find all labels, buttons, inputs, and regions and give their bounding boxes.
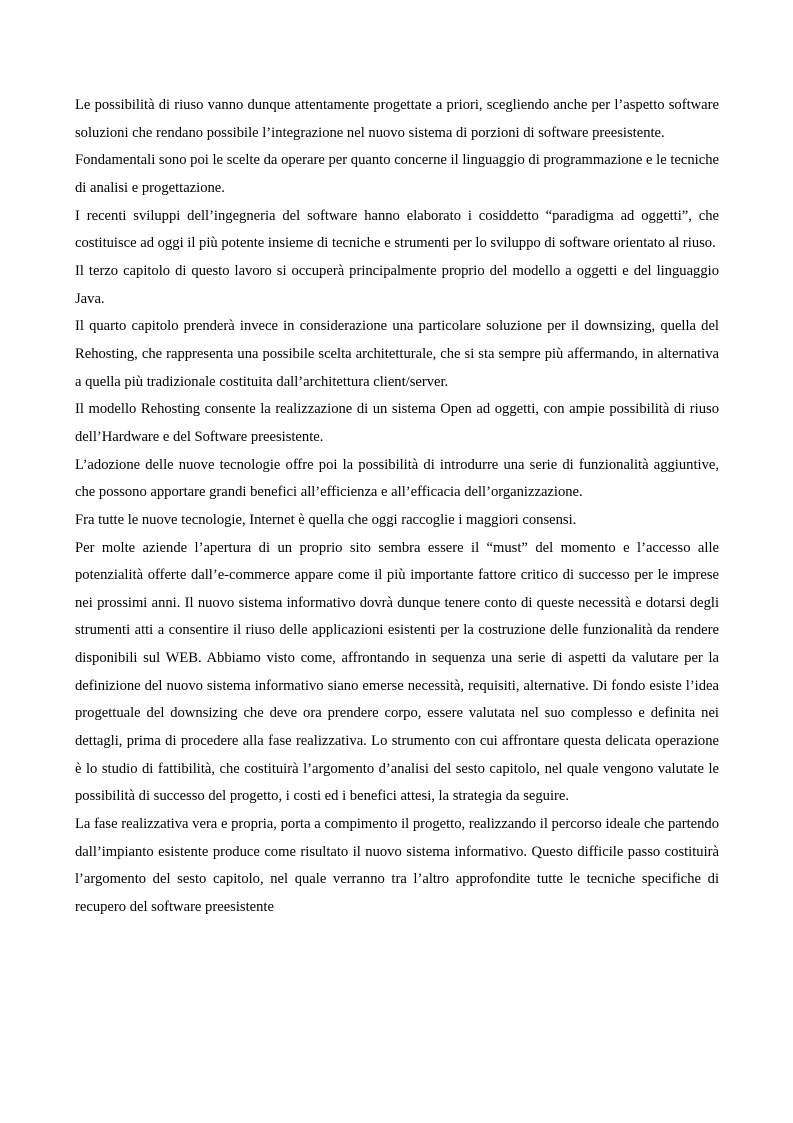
paragraph-realization-phase: La fase realizzativa vera e propria, porta a compimento il progetto, realizzando il percorso ideale che partendo dall’impianto esistente produce come risultato il nuovo sistema informativo. Questo difficile passo costituirà l’argomento del sesto capitolo, nel quale verranno tra l’altro approfondite tutte le tecniche specifiche di recupero del software preesistente <box>75 816 719 916</box>
paragraph-object-paradigm: I recenti sviluppi dell’ingegneria del software hanno elaborato i cosiddetto “paradigma ad oggetti”, che costituisce ad oggi il più potente insieme di tecniche e strumenti per lo sviluppo di software orientato al riuso. <box>75 207 719 252</box>
paragraph-ecommerce: Per molte aziende l’apertura di un proprio sito sembra essere il “must” del momento e l’accesso alle potenzialità offerte dall’e-commerce appare come il più importante fattore critico di successo per le imprese nei prossimi anni. Il nuovo sistema informativo dovrà dunque tenere conto di queste necessità e dotarsi degli strumenti atti a consentire il riuso delle applicazioni esistenti per la costruzione delle funzionalità da rendere disponibili sul WEB. Abbiamo visto come, affrontando in sequenza una serie di aspetti da valutare per la definizione del nuovo sistema informativo siano emerse necessità, requisiti, alternative. Di fondo esiste l’idea progettuale del downsizing che deve ora prendere corpo, essere valutata nel suo complesso e definita nei dettagli, prima di procedere alla fase realizzativa. Lo strumento con cui affrontare questa delicata operazione è lo studio di fattibilità, che costituirà l’argomento d’analisi del sesto capitolo, nel quale vengono valutate le possibilità di successo del progetto, i costi ed i benefici attesi, la strategia da seguire. <box>75 539 719 805</box>
body-text <box>75 92 719 922</box>
paragraph-third-chapter: Il terzo capitolo di questo lavoro si occuperà principalmente proprio del modello a oggetti e del linguaggio Java. <box>75 262 719 307</box>
paragraph-rehosting-model: Il modello Rehosting consente la realizzazione di un sistema Open ad oggetti, con ampie possibilità di riuso dell’Hardware e del Software preesistente. <box>75 401 719 445</box>
paragraph-internet: Fra tutte le nuove tecnologie, Internet è quella che oggi raccoglie i maggiori consensi. <box>75 511 577 528</box>
paragraph-new-technologies: L’adozione delle nuove tecnologie offre poi la possibilità di introdurre una serie di funzionalità aggiuntive, che possono apportare grandi benefici all’efficienza e all’efficacia dell’organizzazione. <box>75 456 719 501</box>
paragraph-reuse-design: Le possibilità di riuso vanno dunque attentamente progettate a priori, scegliendo anche per l’aspetto software soluzioni che rendano possibile l’integrazione nel nuovo sistema di porzioni di software preesistente. <box>75 97 719 141</box>
paragraph-language-choice: Fondamentali sono poi le scelte da operare per quanto concerne il linguaggio di programmazione e le tecniche di analisi e progettazione. <box>75 152 719 196</box>
paragraph-fourth-chapter: Il quarto capitolo prenderà invece in considerazione una particolare soluzione per il downsizing, quella del Rehosting, che rappresenta una possibile scelta architetturale, che si sta sempre più affermando, in alternativa a quella più tradizionale costituita dall’architettura client/server. <box>75 318 719 390</box>
